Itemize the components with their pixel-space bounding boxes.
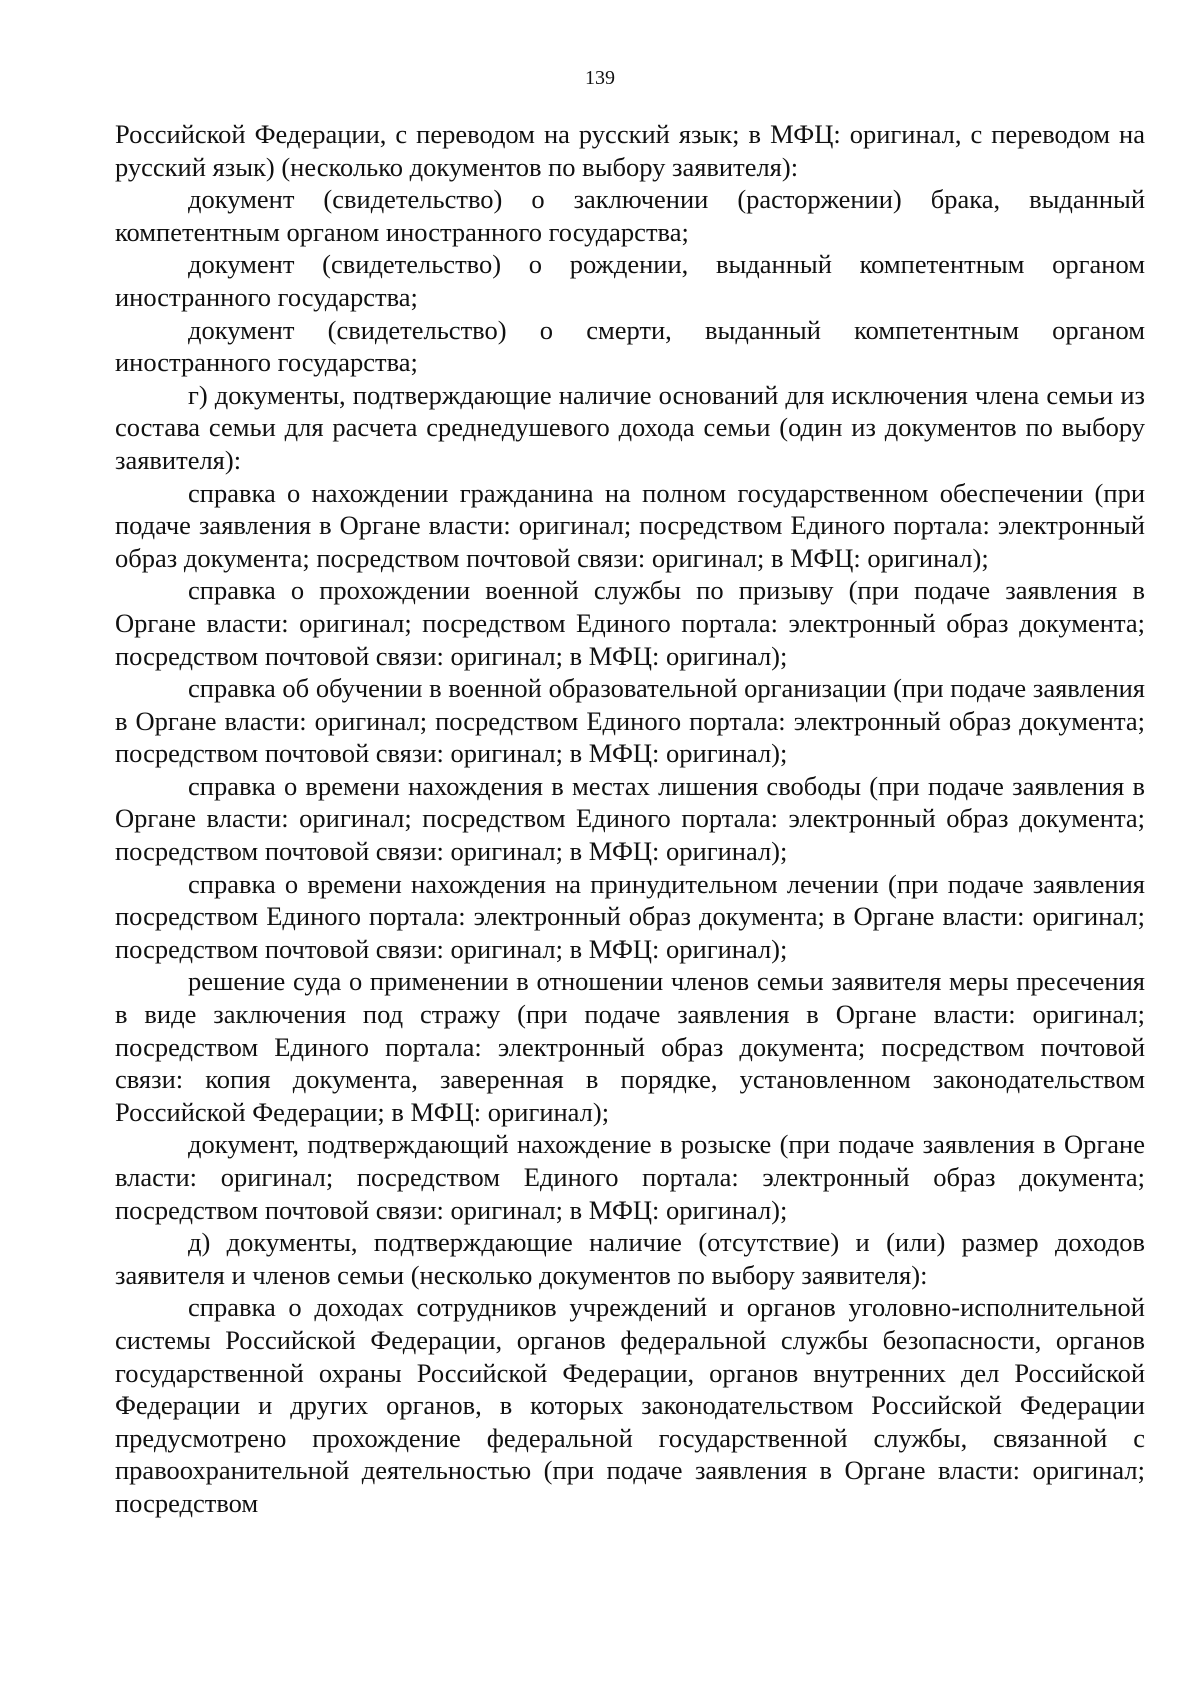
paragraph-military-education-certificate: справка об обучении в военной образовательной организации (при подаче заявления в Органе власти: оригинал; посредством Единого портала: электронный образ документа; посредством почтовой связи: оригинал; в МФЦ: оригинал);	[115, 673, 1145, 769]
paragraph-item-g: г) документы, подтверждающие наличие оснований для исключения члена семьи из состава семьи для расчета среднедушевого дохода семьи (один из документов по выбору заявителя):	[115, 379, 1145, 475]
paragraph-compulsory-treatment-certificate: справка о времени нахождения на принудительном лечении (при подаче заявления посредством Единого портала: электронный образ документа; в Органе власти: оригинал; посредством почтовой связи: оригинал; в МФЦ: оригинал);	[115, 868, 1145, 964]
paragraph-marriage-certificate: документ (свидетельство) о заключении (расторжении) брака, выданный компетентным органом иностранного государства;	[115, 184, 1145, 247]
document-body	[115, 118, 1145, 1520]
paragraph-court-decision: решение суда о применении в отношении членов семьи заявителя меры пресечения в виде заключения под стражу (при подаче заявления в Органе власти: оригинал; посредством Единого портала: электронный образ документа; посредством почтовой связи: копия документа, заверенная в порядке, установленном законодательством Российской Федерации; в МФЦ: оригинал);	[115, 966, 1145, 1127]
paragraph-continuation: Российской Федерации, с переводом на русский язык; в МФЦ: оригинал, с переводом на русский язык) (несколько документов по выбору заявителя):	[115, 119, 1145, 182]
paragraph-income-certificate: справка о доходах сотрудников учреждений и органов уголовно-исполнительной системы Российской Федерации, органов федеральной службы безопасности, органов государственной охраны Российской Федерации, органов внутренних дел Российской Федерации и других органов, в которых законодательством Российской Федерации предусмотрено прохождение федеральной государственной службы, связанной с правоохранительной деятельностью (при подаче заявления в Органе власти: оригинал; посредством	[115, 1292, 1145, 1518]
paragraph-item-d: д) документы, подтверждающие наличие (отсутствие) и (или) размер доходов заявителя и членов семьи (несколько документов по выбору заявителя):	[115, 1227, 1145, 1290]
paragraph-imprisonment-certificate: справка о времени нахождения в местах лишения свободы (при подаче заявления в Органе власти: оригинал; посредством Единого портала: электронный образ документа; посредством почтовой связи: оригинал; в МФЦ: оригинал);	[115, 770, 1145, 867]
paragraph-death-certificate: документ (свидетельство) о смерти, выданный компетентным органом иностранного государства;	[115, 314, 1145, 378]
paragraph-state-support-certificate: справка о нахождении гражданина на полном государственном обеспечении (при подаче заявления в Органе власти: оригинал; посредством Единого портала: электронный образ документа; посредством почтовой связи: оригинал; в МФЦ: оригинал);	[115, 477, 1145, 573]
paragraph-wanted-document: документ, подтверждающий нахождение в розыске (при подаче заявления в Органе власти: оригинал; посредством Единого портала: электронный образ документа; посредством почтовой связи: оригинал; в МФЦ: оригинал);	[115, 1129, 1145, 1225]
paragraph-birth-certificate: документ (свидетельство) о рождении, выданный компетентным органом иностранного государства;	[115, 249, 1145, 312]
paragraph-military-service-certificate: справка о прохождении военной службы по призыву (при подаче заявления в Органе власти: оригинал; посредством Единого портала: электронный образ документа; посредством почтовой связи: оригинал; в МФЦ: оригинал);	[115, 575, 1145, 671]
page-number: 139	[585, 67, 615, 89]
